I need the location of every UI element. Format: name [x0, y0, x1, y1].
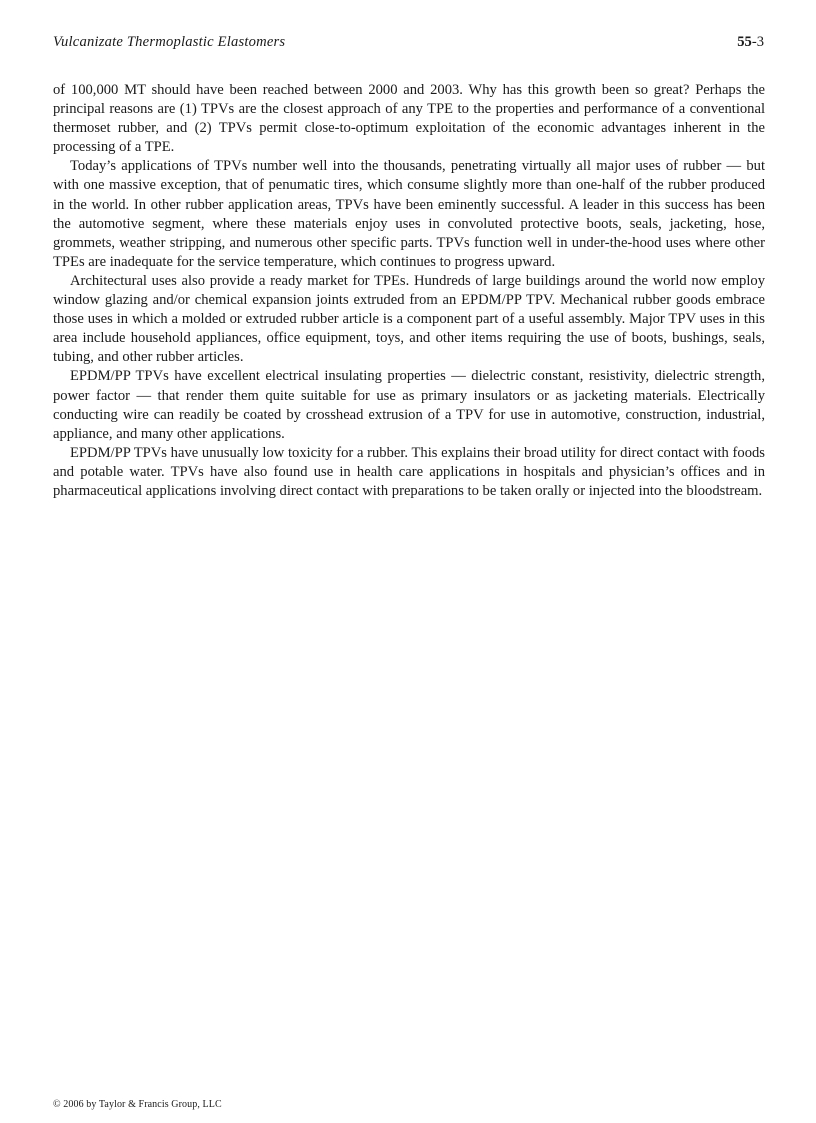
paragraph-applications: Today’s applications of TPVs number well into the thousands, penetrating virtually all major uses of rubber — but with one massive exception, that of penumatic tires, which consume slightly more than one-half of the rubber produced in the world. In other rubber application areas, TPVs have been eminently successful. A leader in this success has been the automotive segment, where these materials enjoy uses in convoluted protective boots, seals, jacketing, hose, grommets, weather stripping, and numerous other specific parts. TPVs function well in under-the-hood uses where other TPEs are inadequate for the service temperature, which continues to progress upward.	[53, 158, 765, 270]
paragraph-growth: of 100,000 MT should have been reached between 2000 and 2003. Why has this growth been so great? Perhaps the principal reasons are (1) TPVs are the closest approach of any TPE to the properties and performance of a conventional thermoset rubber, and (2) TPVs permit close-to-optimum exploitation of the economic advantages inherent in the processing of a TPE.	[53, 82, 765, 156]
chapter-title: Vulcanizate Thermoplastic Elastomers	[53, 34, 286, 50]
paragraph-electrical: EPDM/PP TPVs have excellent electrical insulating properties — dielectric constant, resistivity, dielectric strength, power factor — that render them quite suitable for use as primary insulators or as jacketing materials. Electrically conducting wire can readily be coated by crosshead extrusion of a TPV for use in automotive, construction, industrial, appliance, and many other applications.	[53, 368, 765, 442]
running-header	[53, 34, 764, 54]
paragraph-architectural: Architectural uses also provide a ready market for TPEs. Hundreds of large buildings around the world now employ window glazing and/or chemical expansion joints extruded from an EPDM/PP TPV. Mechanical rubber goods embrace those uses in which a molded or extruded rubber article is a component part of a useful assembly. Major TPV uses in this area include household appliances, office equipment, toys, and other items requiring the use of boots, bushings, seals, tubing, and other rubber articles.	[53, 272, 765, 366]
page-suffix: -3	[751, 34, 764, 50]
paragraph-toxicity: EPDM/PP TPVs have unusually low toxicity for a rubber. This explains their broad utility for direct contact with foods and potable water. TPVs have also found use in health care applications in hospitals and physician’s offices and in pharmaceutical applications involving direct contact with preparations to be taken orally or injected into the bloodstream.	[53, 444, 765, 499]
chapter-number: 55	[737, 34, 752, 50]
body-text	[53, 81, 765, 501]
copyright-footer: © 2006 by Taylor & Francis Group, LLC	[53, 1099, 222, 1110]
page-number	[737, 34, 764, 51]
